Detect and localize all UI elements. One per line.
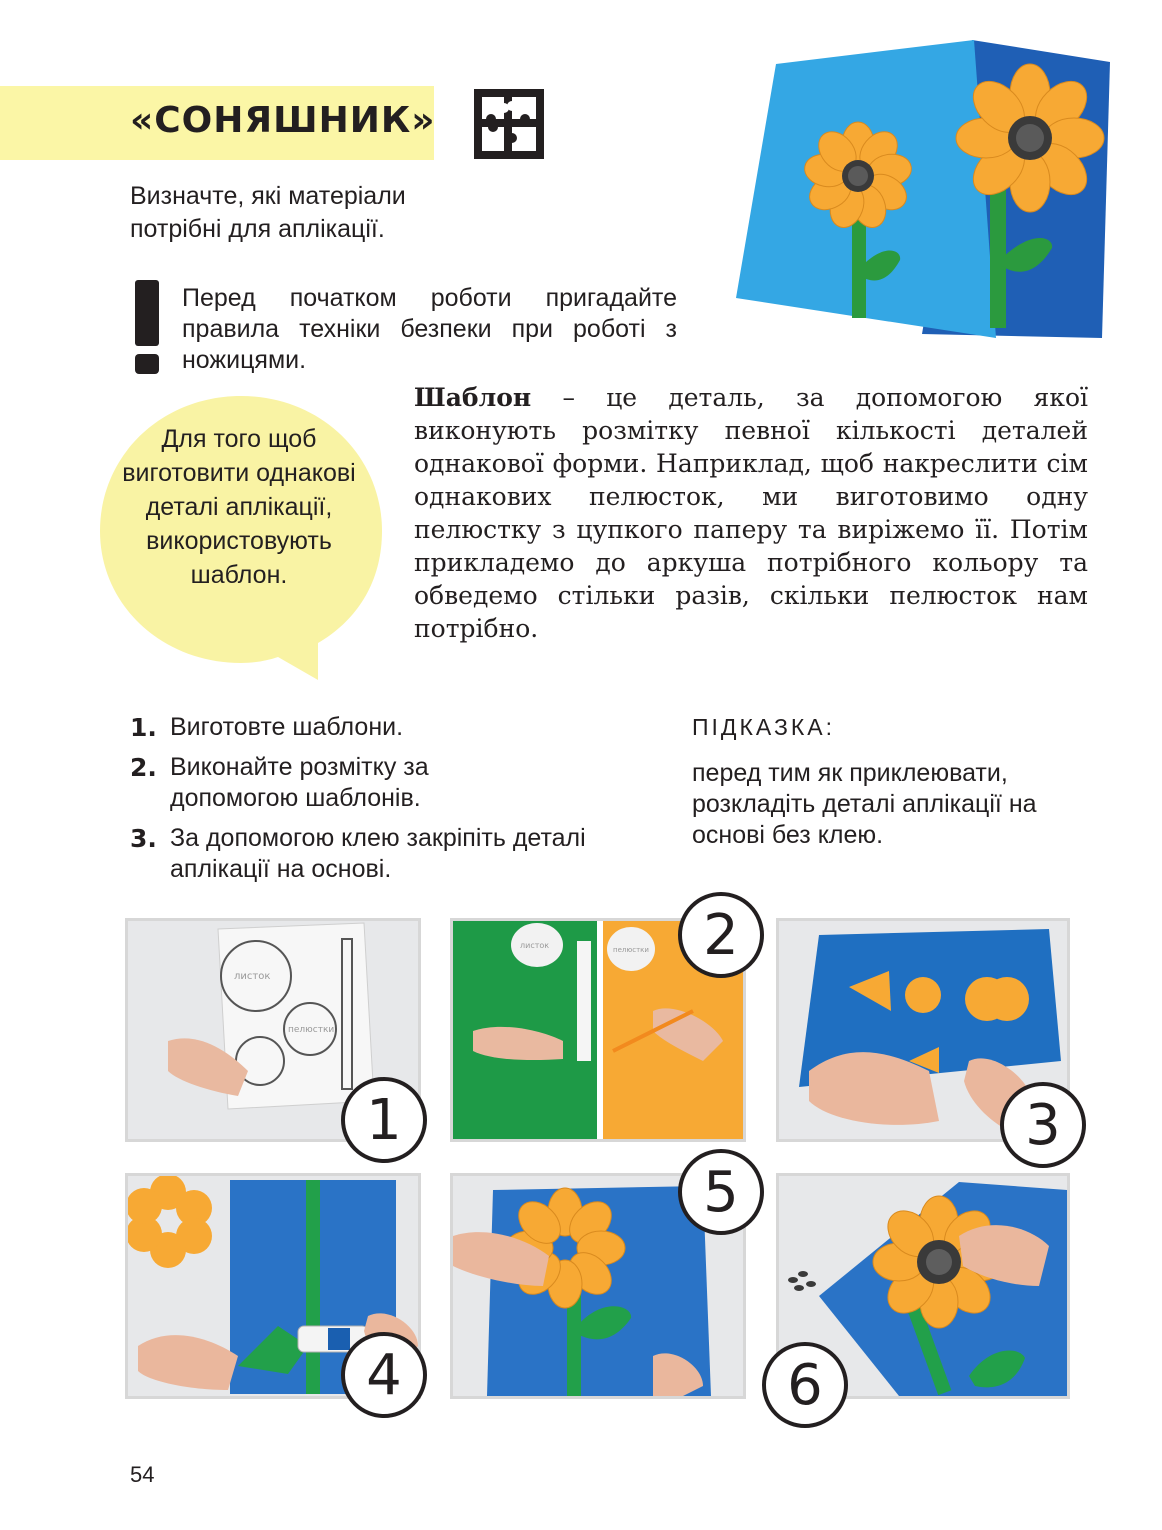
definition-body: – це деталь, за допомогою якої виконують розмітку певної кількості деталей однакової форми. Наприклад, щоб накреслити сім однакових пелюсток, ми виготовимо одну пелюстку з цупкого паперу та виріжемо її. Потім прикладемо до аркуша потрібного кольору та обведемо стільки разів, скільки пелюсток нам потрібно. bbox=[414, 383, 1088, 643]
step-number-6: 6 bbox=[762, 1342, 848, 1428]
definition-paragraph bbox=[414, 381, 1088, 645]
page-number: 54 bbox=[130, 1462, 155, 1487]
bubble-text: Для того щоб виготовити однакові деталі аплікації, використовують шаблон. bbox=[122, 425, 356, 589]
step-item: 1. Виготовте шаблони. bbox=[130, 713, 404, 742]
definition-term: Шаблон bbox=[414, 383, 532, 412]
step-number-3: 3 bbox=[1000, 1082, 1086, 1168]
puzzle-icon bbox=[474, 89, 544, 159]
leaf-template-label: листок bbox=[520, 941, 550, 950]
leaf-template-label: листок bbox=[234, 971, 271, 982]
step-number-1: 1 bbox=[341, 1077, 427, 1163]
exclamation-icon bbox=[134, 280, 160, 375]
finished-sunflowers-photo bbox=[734, 38, 1110, 344]
safety-warning: Перед початком роботи пригадайте правила техніки безпеки при роботі з ножицями. bbox=[182, 284, 677, 374]
step-item: 2. Виконайте розмітку за допомогою шаблонів. bbox=[130, 753, 429, 812]
steps-list bbox=[130, 712, 600, 894]
hint-text: перед тим як приклеювати, розкладіть деталі аплікації на основі без клею. bbox=[692, 759, 1037, 849]
hint-title: ПІДКАЗКА: bbox=[692, 714, 835, 740]
intro-text: Визначте, які матеріали потрібні для аплікації. bbox=[130, 182, 406, 243]
step-number-4: 4 bbox=[341, 1332, 427, 1418]
step-number-5: 5 bbox=[678, 1149, 764, 1235]
step-number-2: 2 bbox=[678, 892, 764, 978]
page-title: «СОНЯШНИК» bbox=[130, 100, 436, 141]
step-item: 3. За допомогою клею закріпіть деталі аплікації на основі. bbox=[130, 824, 586, 883]
petals-template-label: пелюстки bbox=[613, 946, 649, 954]
petals-template-label: пелюстки bbox=[288, 1025, 335, 1035]
